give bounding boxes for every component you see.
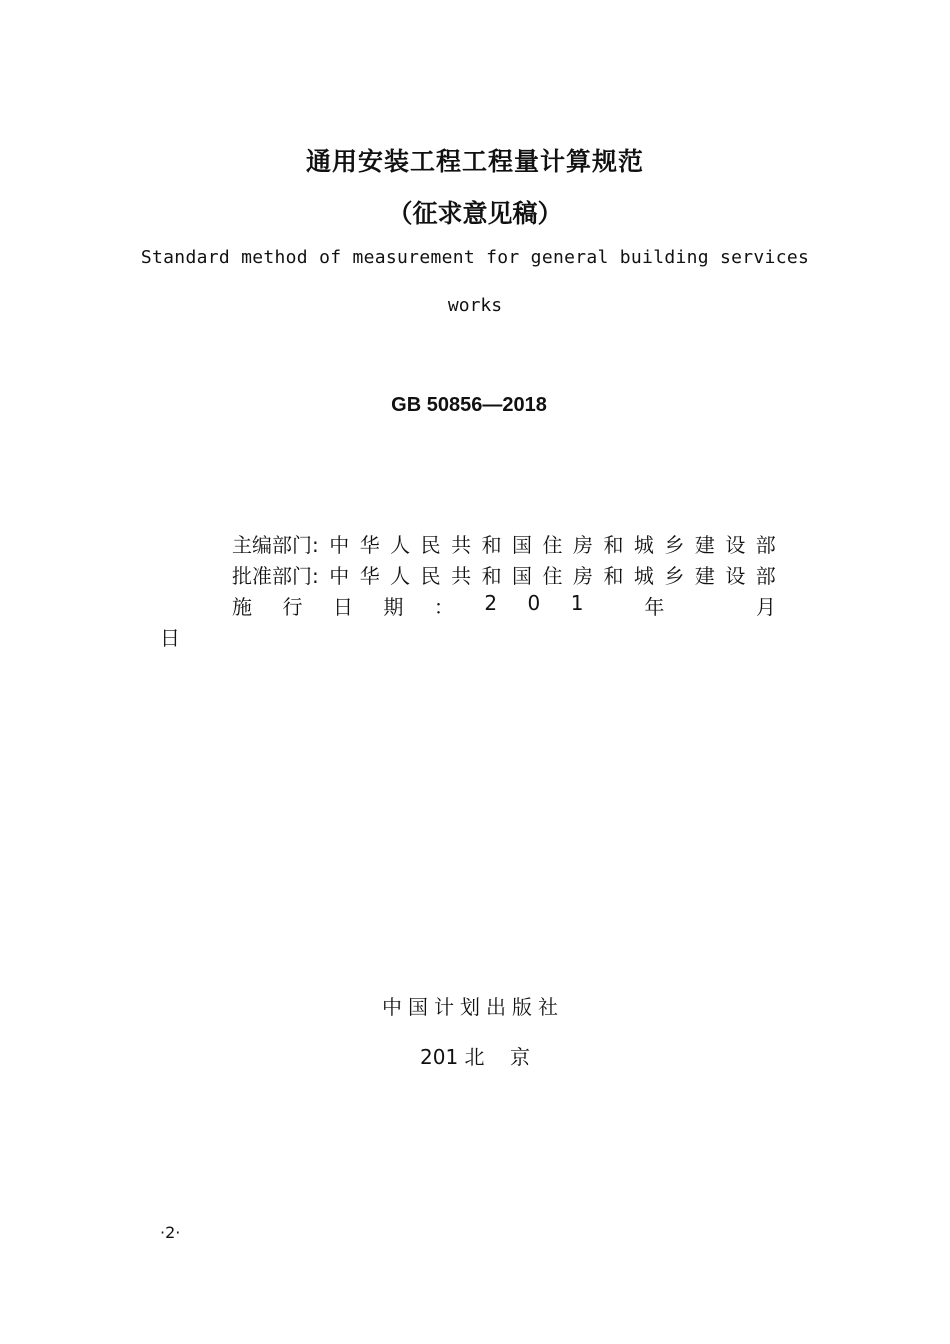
effective-date-char: ： bbox=[433, 595, 454, 619]
chief-editor-char: 城 bbox=[633, 533, 654, 557]
approver-row bbox=[232, 560, 776, 589]
effective-date-char: 1 bbox=[570, 591, 584, 615]
chief-editor-char: 房 bbox=[572, 533, 593, 557]
approver-char: 国 bbox=[512, 564, 533, 588]
english-title-line1: Standard method of measurement for general building services bbox=[140, 247, 810, 268]
chief-editor-char: 和 bbox=[481, 533, 502, 557]
approver-label: 批准部门: bbox=[232, 564, 319, 588]
chief-editor-char: 华 bbox=[359, 533, 380, 557]
standard-code: GB 50856—2018 bbox=[391, 394, 547, 416]
approver-char: 部 bbox=[755, 564, 776, 588]
effective-date-char: 2 bbox=[484, 591, 498, 615]
approver-char: 设 bbox=[725, 564, 746, 588]
approver-char: 和 bbox=[481, 564, 502, 588]
document-subtitle: （征求意见稿） bbox=[387, 199, 563, 228]
effective-date-char: 行 bbox=[282, 595, 303, 619]
chief-editor-char: 中 bbox=[329, 533, 350, 557]
effective-date-char: 期 bbox=[383, 595, 404, 619]
chief-editor-char: 设 bbox=[725, 533, 746, 557]
approver-char: 共 bbox=[451, 564, 472, 588]
approver-char: 乡 bbox=[664, 564, 685, 588]
chief-editor-char: 民 bbox=[420, 533, 441, 557]
effective-date-char: 日 bbox=[332, 595, 353, 619]
publisher-name: 中国计划出版社 bbox=[382, 995, 564, 1019]
effective-date-char: 年 bbox=[644, 595, 665, 619]
chief-editor-char: 国 bbox=[512, 533, 533, 557]
chief-editor-char: 和 bbox=[603, 533, 624, 557]
chief-editor-label: 主编部门: bbox=[232, 533, 319, 557]
approver-char: 城 bbox=[633, 564, 654, 588]
approver-char: 住 bbox=[542, 564, 563, 588]
approver-char: 人 bbox=[390, 564, 411, 588]
effective-date-char: 月 bbox=[755, 595, 776, 619]
approver-char: 和 bbox=[603, 564, 624, 588]
effective-date-char: 0 bbox=[527, 591, 541, 615]
chief-editor-char: 住 bbox=[542, 533, 563, 557]
approver-char: 房 bbox=[572, 564, 593, 588]
chief-editor-char: 乡 bbox=[664, 533, 685, 557]
chief-editor-char: 共 bbox=[451, 533, 472, 557]
document-title: 通用安装工程工程量计算规范 bbox=[305, 147, 644, 176]
chief-editor-row bbox=[232, 529, 776, 558]
approver-char: 民 bbox=[420, 564, 441, 588]
english-title-line2: works bbox=[447, 295, 503, 316]
publication-place: 201 北 京 bbox=[420, 1045, 530, 1069]
effective-date-day: 日 bbox=[160, 626, 180, 650]
chief-editor-char: 人 bbox=[390, 533, 411, 557]
page-number: ·2· bbox=[160, 1223, 181, 1242]
approver-char: 中 bbox=[329, 564, 350, 588]
approver-char: 建 bbox=[694, 564, 715, 588]
effective-date-row bbox=[232, 591, 776, 620]
chief-editor-char: 建 bbox=[694, 533, 715, 557]
effective-date-char: 施 bbox=[232, 595, 252, 619]
approver-char: 华 bbox=[359, 564, 380, 588]
chief-editor-char: 部 bbox=[755, 533, 776, 557]
